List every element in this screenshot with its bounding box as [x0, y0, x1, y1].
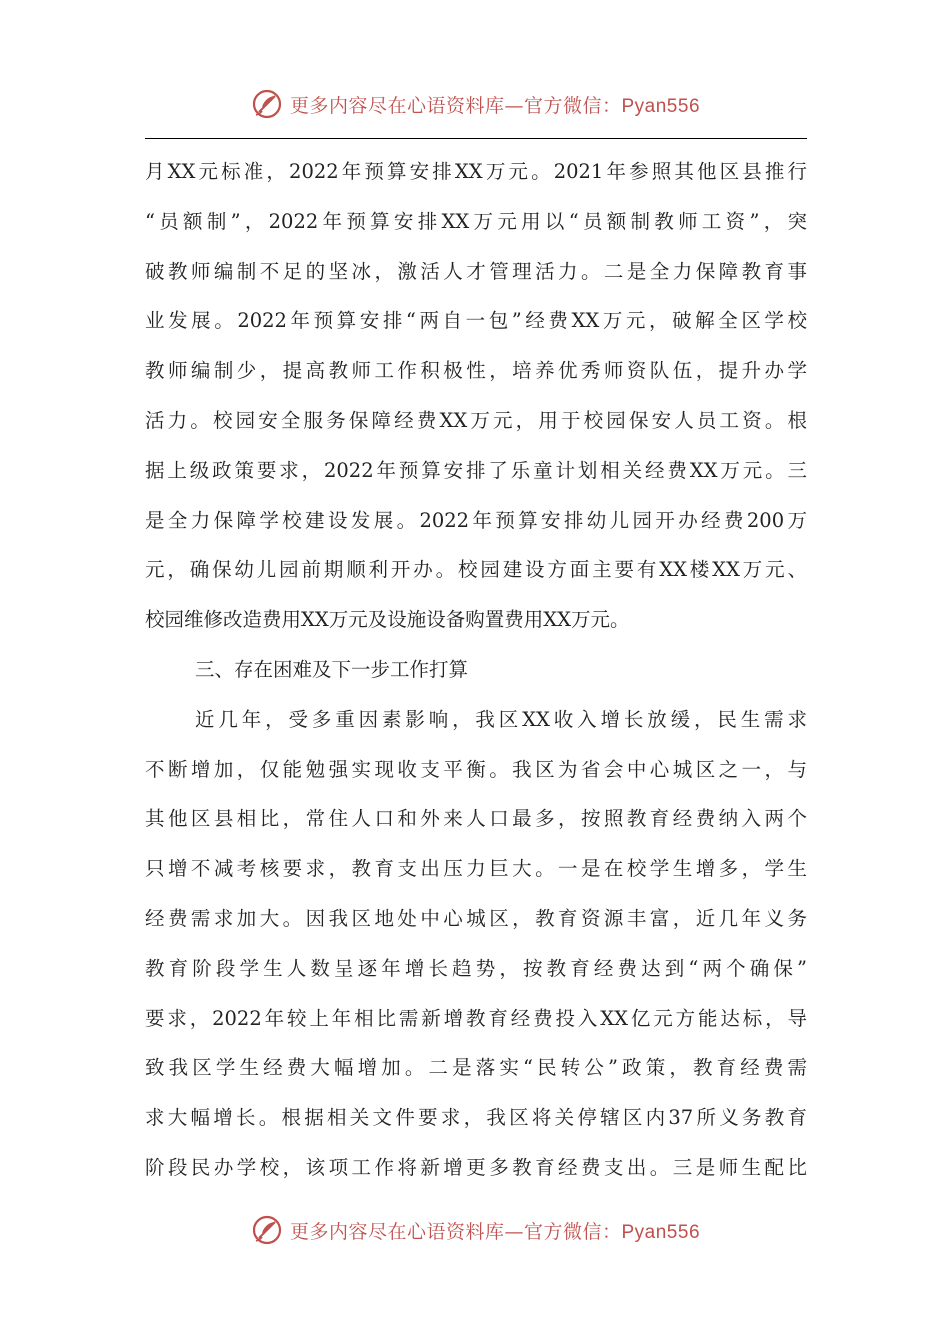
body-line: 只增不减考核要求，教育支出压力巨大。一是在校学生增多，学生 [145, 857, 807, 881]
body-line: 元，确保幼儿园前期顺利开办。校园建设方面主要有XX楼XX万元、 [145, 558, 807, 582]
body-line: 要求，2022年较上年相比需新增教育经费投入XX亿元方能达标，导 [145, 1006, 807, 1030]
body-line: 破教师编制不足的坚冰，激活人才管理活力。二是全力保障教育事 [145, 259, 807, 283]
quill-pen-logo-icon [250, 1213, 284, 1247]
body-line: 教育阶段学生人数呈逐年增长趋势，按教育经费达到“两个确保” [145, 956, 807, 980]
body-line: 业发展。2022年预算安排“两自一包”经费XX万元，破解全区学校 [145, 309, 807, 333]
wechat-id: Pyan556 [621, 1221, 701, 1243]
body-line: 阶段民办学校，该项工作将新增更多教育经费支出。三是师生配比 [145, 1155, 807, 1179]
banner-text: 更多内容尽在心语资料库—官方微信： [289, 1220, 622, 1243]
quill-pen-logo-icon [250, 87, 284, 121]
header-banner [0, 82, 950, 126]
body-line: 教师编制少，提高教师工作积极性，培养优秀师资队伍，提升办学 [145, 359, 807, 383]
banner-text: 更多内容尽在心语资料库—官方微信： [289, 94, 622, 117]
body-line: “员额制”，2022年预算安排XX万元用以“员额制教师工资”，突 [145, 209, 807, 233]
body-line: 不断增加，仅能勉强实现收支平衡。我区为省会中心城区之一，与 [145, 757, 807, 781]
body-line: 是全力保障学校建设发展。2022年预算安排幼儿园开办经费200万 [145, 508, 807, 532]
footer-banner [0, 1208, 950, 1252]
body-line: 月XX元标准，2022年预算安排XX万元。2021年参照其他区县推行 [145, 160, 807, 183]
document-body [145, 147, 807, 1193]
body-line: 致我区学生经费大幅增加。二是落实“民转公”政策，教育经费需 [145, 1056, 807, 1080]
body-line: 其他区县相比，常住人口和外来人口最多，按照教育经费纳入两个 [145, 807, 807, 831]
body-line: 求大幅增长。根据相关文件要求，我区将关停辖区内37所义务教育 [145, 1106, 807, 1130]
wechat-id: Pyan556 [621, 95, 701, 117]
body-line: 校园维修改造费用XX万元及设施设备购置费用XX万元。 [145, 608, 630, 632]
header-divider [145, 138, 807, 139]
body-line: 据上级政策要求，2022年预算安排了乐童计划相关经费XX万元。三 [145, 458, 807, 482]
body-line: 活力。校园安全服务保障经费XX万元，用于校园保安人员工资。根 [145, 408, 807, 432]
section-heading: 三、存在困难及下一步工作打算 [195, 657, 469, 681]
body-line: 经费需求加大。因我区地处中心城区，教育资源丰富，近几年义务 [145, 906, 807, 930]
body-line: 近几年，受多重因素影响，我区XX收入增长放缓，民生需求 [195, 707, 807, 731]
